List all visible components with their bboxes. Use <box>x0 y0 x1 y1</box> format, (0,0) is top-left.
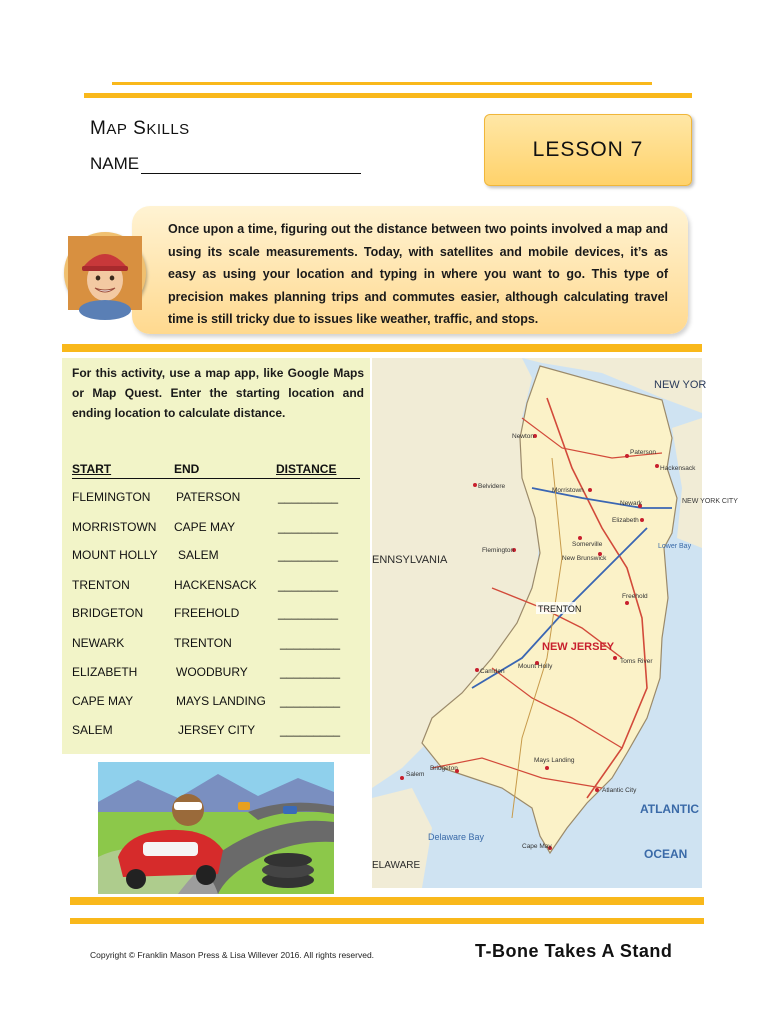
city-label: New Brunswick <box>562 555 607 562</box>
distance-blank[interactable]: _________ <box>280 636 341 650</box>
city-label: Flemington <box>482 547 515 554</box>
row-start: NEWARK <box>72 636 125 650</box>
row-start: SALEM <box>72 723 113 737</box>
race-car-icon <box>98 762 334 894</box>
label-nyc: NEW YORK CITY <box>682 498 738 505</box>
city-label: Paterson <box>630 449 657 456</box>
row-start: MORRISTOWN <box>72 520 157 534</box>
row-end: HACKENSACK <box>174 578 257 592</box>
row-start: ELIZABETH <box>72 665 138 679</box>
col-distance: DISTANCE <box>276 462 337 476</box>
label-pennsylvania: ENNSYLVANIA <box>372 554 448 566</box>
city-label: Freehold <box>622 593 648 600</box>
city-label: Belvidere <box>478 483 506 490</box>
distance-blank[interactable]: _________ <box>280 694 341 708</box>
row-end: WOODBURY <box>176 665 248 679</box>
mid-bar <box>62 344 702 352</box>
label-trenton: TRENTON <box>538 604 582 614</box>
label-ocean: OCEAN <box>644 847 688 861</box>
lesson-label: LESSON 7 <box>532 138 644 161</box>
table-row <box>72 548 372 566</box>
row-end: JERSEY CITY <box>178 723 256 737</box>
row-start: TRENTON <box>72 578 130 592</box>
table-row <box>72 490 372 508</box>
city-label: Toms River <box>620 658 653 665</box>
city-label: Elizabeth <box>612 517 639 524</box>
row-end: SALEM <box>178 548 219 562</box>
top-bar-1 <box>84 93 692 98</box>
city-label: Salem <box>406 771 425 778</box>
col-end: END <box>174 462 200 476</box>
label-delaware: ELAWARE <box>372 860 421 871</box>
name-blank[interactable] <box>141 157 361 174</box>
title-letter-s: S <box>133 118 147 139</box>
city-label: Somerville <box>572 541 603 548</box>
label-lower-bay: Lower Bay <box>658 543 692 550</box>
distance-blank[interactable]: _________ <box>278 520 339 534</box>
table-row <box>72 694 372 712</box>
row-start: BRIDGETON <box>72 606 144 620</box>
table-header-underline <box>72 478 360 479</box>
row-start: FLEMINGTON <box>72 490 151 504</box>
name-field[interactable] <box>90 154 361 174</box>
city-label: Camden <box>480 668 505 675</box>
label-atlantic: ATLANTIC <box>640 802 700 816</box>
boy-face-icon <box>68 236 142 310</box>
table-row <box>72 578 372 596</box>
bottom-bar-1 <box>70 897 704 905</box>
row-end: PATERSON <box>176 490 241 504</box>
row-end: MAYS LANDING <box>176 694 266 708</box>
distance-blank[interactable]: _________ <box>280 665 341 679</box>
title-rest-ap: AP <box>106 121 128 138</box>
distance-blank[interactable]: _________ <box>278 578 339 592</box>
row-start: MOUNT HOLLY <box>72 548 158 562</box>
distance-blank[interactable]: _________ <box>278 548 339 562</box>
table-row <box>72 636 372 654</box>
label-new-york: NEW YOR <box>654 379 707 391</box>
top-bar-2 <box>112 82 652 85</box>
city-label: Mays Landing <box>534 757 575 764</box>
table-row <box>72 520 372 538</box>
race-car-illustration <box>98 762 334 894</box>
copyright-text: Copyright © Franklin Mason Press & Lisa Willever 2016. All rights reserved. <box>90 950 375 960</box>
city-label: Newark <box>620 500 643 507</box>
page-title <box>90 118 190 140</box>
new-jersey-map <box>372 358 738 888</box>
tire-stack <box>262 853 314 888</box>
city-label: Newton <box>512 433 535 440</box>
city-label: Morristown <box>552 487 584 494</box>
title-rest-kills: KILLS <box>146 121 190 138</box>
bottom-bar-2 <box>70 918 704 924</box>
map-graphic <box>372 358 738 888</box>
table-row <box>72 606 372 624</box>
row-end: CAPE MAY <box>174 520 236 534</box>
boy-avatar <box>64 232 146 314</box>
city-label: Bridgeton <box>430 765 458 772</box>
name-label: NAME <box>90 154 140 173</box>
row-end: FREEHOLD <box>174 606 240 620</box>
label-delaware-bay: Delaware Bay <box>428 832 485 842</box>
city-label: Atlantic City <box>602 787 637 794</box>
table-row <box>72 665 372 683</box>
series-title: T-Bone Takes A Stand <box>475 941 673 961</box>
activity-instructions: For this activity, use a map app, like Google Maps or Map Quest. Enter the starting location and ending location to calculate distance. <box>72 366 364 420</box>
lesson-box <box>484 114 692 186</box>
label-new-jersey: NEW JERSEY <box>542 641 615 653</box>
row-end: TRENTON <box>174 636 232 650</box>
city-label: Hackensack <box>660 465 696 472</box>
intro-text: Once upon a time, figuring out the distance between two points involved a map and using its scale measurements. Today, with satellites and mobile devices, it’s as easy as using your location and typing in where you want to go. This type of precision makes planning trips and commutes easier, although calculating travel time is still tricky due to issues like weather, traffic, and stops. <box>168 222 668 326</box>
col-start: START <box>72 462 112 476</box>
city-label: Cape May <box>522 843 552 850</box>
distance-blank[interactable]: _________ <box>280 723 341 737</box>
distance-blank[interactable]: _________ <box>278 606 339 620</box>
city-label: Mount Holly <box>518 663 553 670</box>
title-letter-m: M <box>90 118 107 139</box>
distance-blank[interactable]: _________ <box>278 490 339 504</box>
row-start: CAPE MAY <box>72 694 134 708</box>
table-row <box>72 723 372 741</box>
